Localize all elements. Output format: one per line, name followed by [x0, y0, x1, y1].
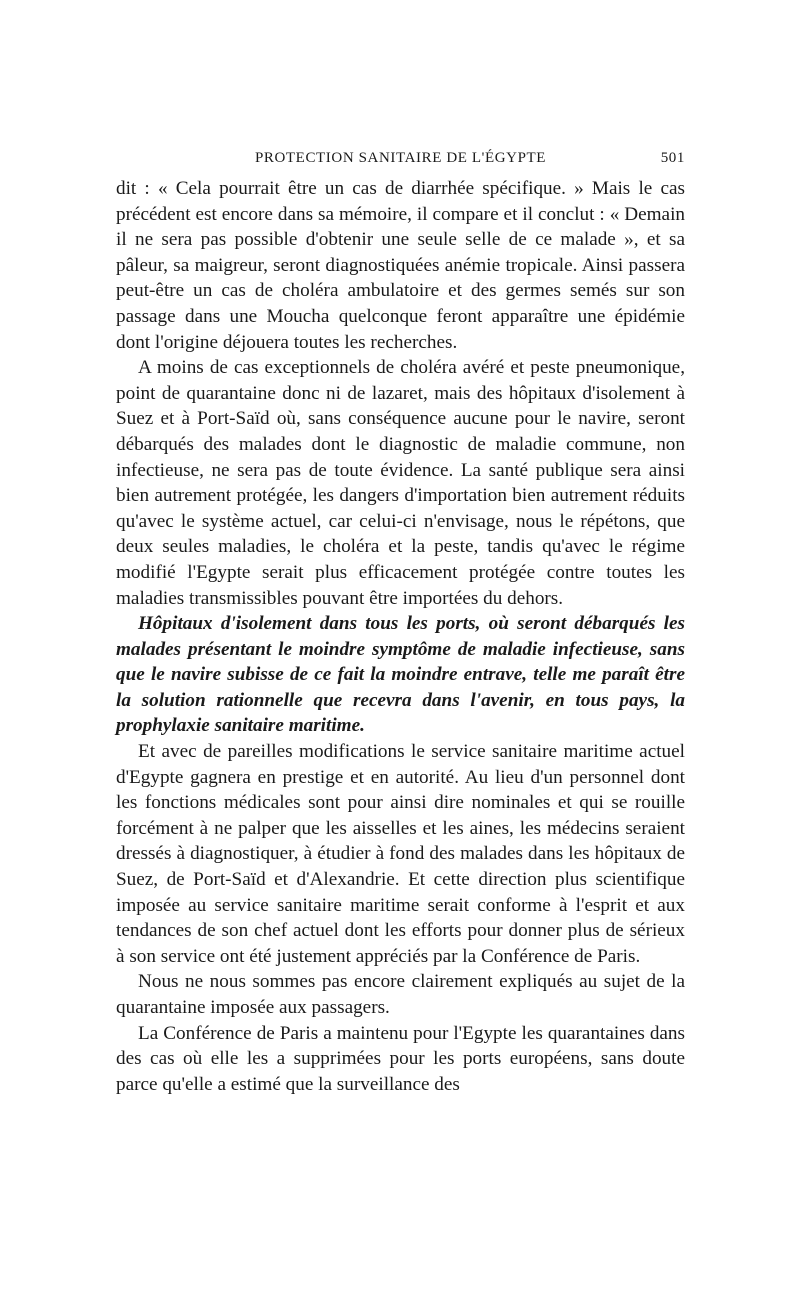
document-page — [116, 148, 685, 1097]
paragraph: Nous ne nous sommes pas encore clairement expliqués au sujet de la quarantaine imposée aux passagers. — [116, 971, 685, 1018]
running-title: PROTECTION SANITAIRE DE L'ÉGYPTE — [254, 150, 547, 166]
paragraph: A moins de cas exceptionnels de choléra avéré et peste pneumonique, point de quarantaine donc ni de lazaret, mais des hôpitaux d'isolement à Suez et à Port-Saïd où, sans conséquence aucune pour le navire, seront débarqués des malades dont le diagnostic de maladie commune, non infectieuse, ne sera pas de toute évidence. La santé publique sera ainsi bien autrement protégée, les dangers d'importation bien autrement réduits qu'avec le système actuel, car celui-ci n'envisage, nous le répétons, que deux seules maladies, le choléra et la peste, tandis qu'avec le régime modifié l'Egypte serait plus efficacement protégée contre toutes les maladies transmissibles pouvant être importées du dehors. — [116, 357, 685, 609]
paragraph-continued: dit : « Cela pourrait être un cas de diarrhée spécifique. » Mais le cas précédent est encore dans sa mémoire, il compare et il conclut : « Demain il ne sera pas possible d'obtenir une seule selle de ce malade », et sa pâleur, sa maigreur, seront diagnostiquées anémie tropicale. Ainsi passera peut-être un cas de choléra ambulatoire et des germes semés sur son passage dans une Moucha quelconque feront apparaître une épidémie dont l'origine déjouera toutes les recherches. — [116, 178, 685, 353]
running-header — [116, 148, 685, 176]
page-number: 501 — [660, 150, 685, 166]
paragraph: Et avec de pareilles modifications le service sanitaire maritime actuel d'Egypte gagnera en prestige et en autorité. Au lieu d'un personnel dont les fonctions médicales sont pour ainsi dire nominales et qui se rouille forcément à ne palper que les aisselles et les aines, les médecins seraient dressés à diagnostiquer, à étudier à fond des malades dans les hôpitaux de Suez, de Port-Saïd et d'Alexandrie. Et cette direction plus scientifique imposée au service sanitaire maritime serait conforme à l'esprit et aux tendances de son chef actuel dont les efforts pour donner plus de sérieux à son service ont été justement appréciés par la Conférence de Paris. — [116, 741, 685, 967]
body-text — [116, 176, 685, 1097]
paragraph-italic-emphasis: Hôpitaux d'isolement dans tous les ports, où seront débarqués les malades présentant le moindre symptôme de maladie infectieuse, sans que le navire subisse de ce fait la moindre entrave, telle me paraît être la solution rationnelle que recevra dans l'avenir, en tous pays, la prophylaxie sanitaire maritime. — [116, 613, 685, 737]
paragraph: La Conférence de Paris a maintenu pour l'Egypte les quarantaines dans des cas où elle les a supprimées pour les ports européens, sans doute parce qu'elle a estimé que la surveillance des — [116, 1022, 685, 1095]
